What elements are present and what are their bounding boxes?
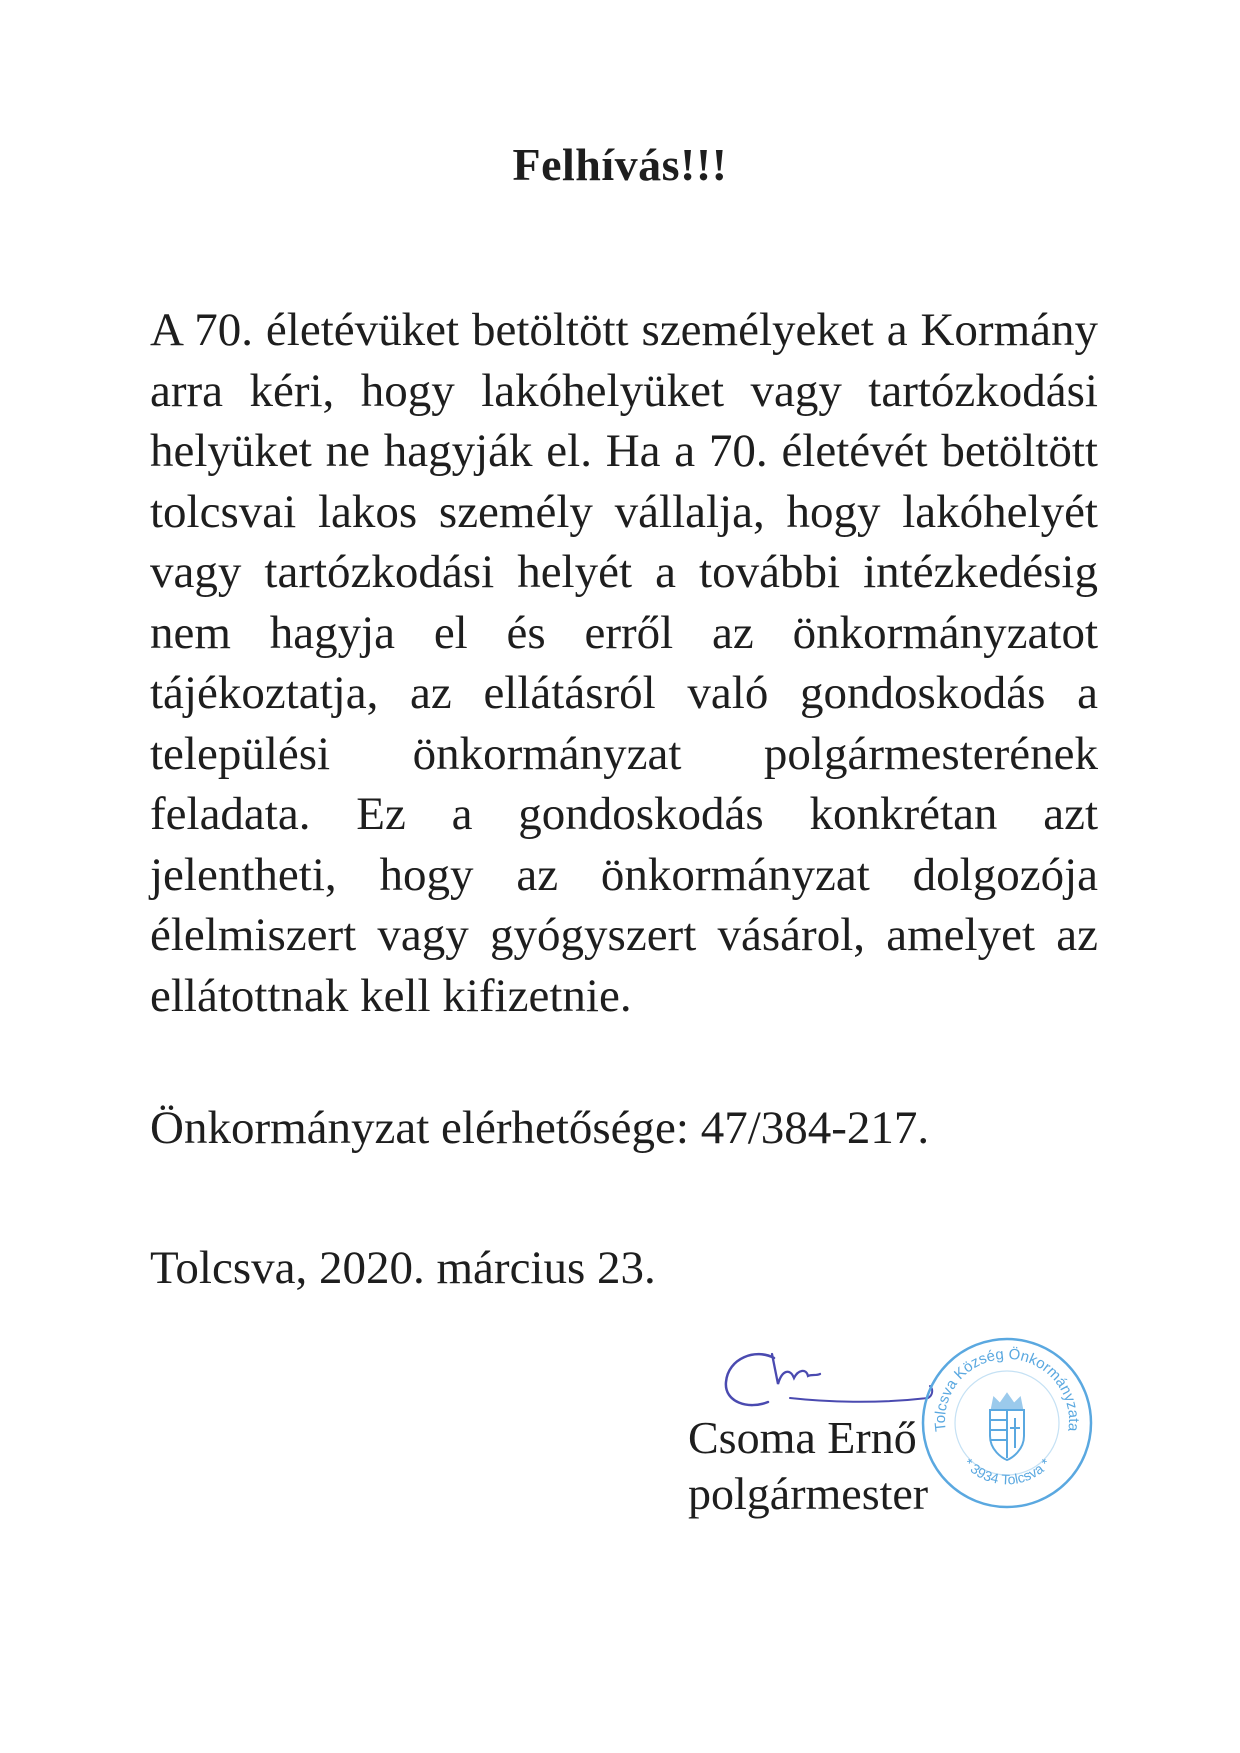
signatory-name: Csoma Ernő	[688, 1412, 917, 1463]
handwritten-signature	[716, 1340, 946, 1420]
contact-line: Önkormányzat elérhetősége: 47/384-217.	[150, 1102, 930, 1154]
official-stamp	[916, 1332, 1098, 1514]
coat-of-arms-icon	[990, 1394, 1024, 1460]
notice-body: A 70. életévüket betöltött személyeket a Kormány arra kéri, hogy lakóhelyüket vagy tartózkodási helyüket ne hagyják el. Ha a 70. életévét betöltött tolcsvai lakos személy vállalja, hogy lakóhelyét vagy tartózkodási helyét a további intézkedésig nem hagyja el és erről az önkormányzatot tájékoztatja, az ellátásról való gondoskodás a települési önkormányzat polgármesterének feladata. Ez a gondoskodás konkrétan azt jelentheti, hogy az önkormányzat dolgozója élelmiszert vagy gyógyszert vásárol, amelyet az ellátottnak kell kifizetnie.	[150, 304, 1098, 1022]
place-date: Tolcsva, 2020. március 23.	[150, 1242, 656, 1294]
notice-title: Felhívás!!!	[512, 139, 728, 190]
signatory-title: polgármester	[688, 1468, 929, 1519]
svg-text:* 3934 Tolcsva *: * 3934 Tolcsva *	[960, 1455, 1054, 1488]
svg-text:Tolcsva Község Önkormányzata: Tolcsva Község Önkormányzata	[931, 1345, 1083, 1433]
